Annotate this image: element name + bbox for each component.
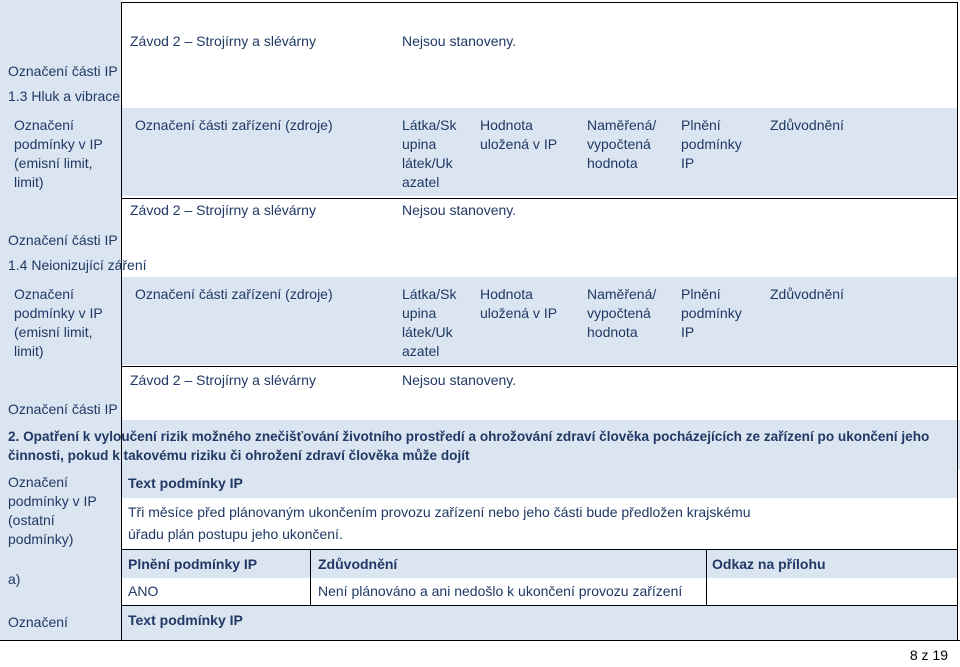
condition-label: Označení podmínky v IP (ostatní podmínky) [8, 474, 97, 547]
condition-text-continued: úřadu plán postupu jeho ukončení. [128, 526, 343, 542]
section-heading: 1.4 Neionizující záření [8, 257, 147, 273]
annex-header: Odkaz na přílohu [712, 556, 826, 572]
equipment-name: Závod 2 – Strojírny a slévárny [130, 202, 316, 218]
item-marker: a) [8, 571, 21, 587]
condition-text: Tři měsíce před plánovaným ukončením provozu zařízení nebo jeho části bude předložen krajskému [128, 504, 751, 520]
col-measured-value: Naměřená/ vypočtená hodnota [587, 117, 657, 171]
col-substance: Látka/Sk upina látek/Uk azatel [402, 117, 457, 190]
col-equipment-part: Označení části zařízení (zdroje) [135, 286, 333, 302]
col-equipment-part: Označení části zařízení (zdroje) [135, 117, 333, 133]
table-border [121, 2, 958, 3]
part-label: Označení části IP [8, 63, 118, 79]
text-header-shading [121, 470, 957, 498]
col-fulfilment: Plnění podmínky IP [681, 286, 742, 340]
text-condition-header-next: Text podmínky IP [128, 612, 243, 628]
table-border [957, 2, 958, 641]
justification-header: Zdůvodnění [318, 556, 398, 572]
col-justification: Zdůvodnění [770, 286, 844, 302]
fulfilment-header: Plnění podmínky IP [128, 556, 258, 572]
table-border [121, 2, 122, 641]
value-text: Nejsou stanoveny. [402, 202, 517, 218]
table-border [121, 366, 958, 367]
justification-value: Není plánováno a ani nedošlo k ukončení provozu zařízení [318, 583, 683, 599]
col-substance: Látka/Sk upina látek/Uk azatel [402, 286, 457, 359]
table-border [121, 549, 958, 550]
table-border [121, 605, 958, 606]
text-condition-header: Text podmínky IP [128, 475, 243, 491]
table-border [0, 640, 960, 641]
col-fulfilment: Plnění podmínky IP [681, 117, 742, 171]
section-heading-continued: činnosti, pokud k takovému riziku či ohrožení zdraví člověka může dojít [8, 448, 470, 463]
table-border [121, 198, 958, 199]
col-condition-label: Označení podmínky v IP (emisní limit, limit) [14, 286, 103, 359]
value-text: Nejsou stanoveny. [402, 372, 517, 388]
section-heading: 1.3 Hluk a vibrace [8, 88, 121, 104]
equipment-name: Závod 2 – Strojírny a slévárny [130, 372, 316, 388]
part-label: Označení části IP [8, 232, 118, 248]
equipment-name: Závod 2 – Strojírny a slévárny [130, 33, 316, 49]
value-text: Nejsou stanoveny. [402, 33, 517, 49]
table-border [706, 550, 707, 606]
col-condition-label: Označení podmínky v IP (emisní limit, limit) [14, 117, 103, 190]
col-measured-value: Naměřená/ vypočtená hodnota [587, 286, 657, 340]
page-number: 8 z 19 [909, 647, 948, 663]
col-justification: Zdůvodnění [770, 117, 844, 133]
col-stored-value: Hodnota uložená v IP [480, 286, 558, 321]
section-heading: 2. Opatření k vyloučení rizik možného znečišťování životního prostředí a ohrožování zdraví člověka pocházejících ze zařízení po ukončení jeho [8, 429, 930, 444]
bottom-header-shading [121, 606, 957, 640]
table-border [310, 550, 311, 606]
condition-label-next: Označení [8, 614, 68, 630]
col-stored-value: Hodnota uložená v IP [480, 117, 558, 152]
part-label: Označení části IP [8, 401, 118, 417]
fulfilment-value: ANO [128, 583, 159, 599]
